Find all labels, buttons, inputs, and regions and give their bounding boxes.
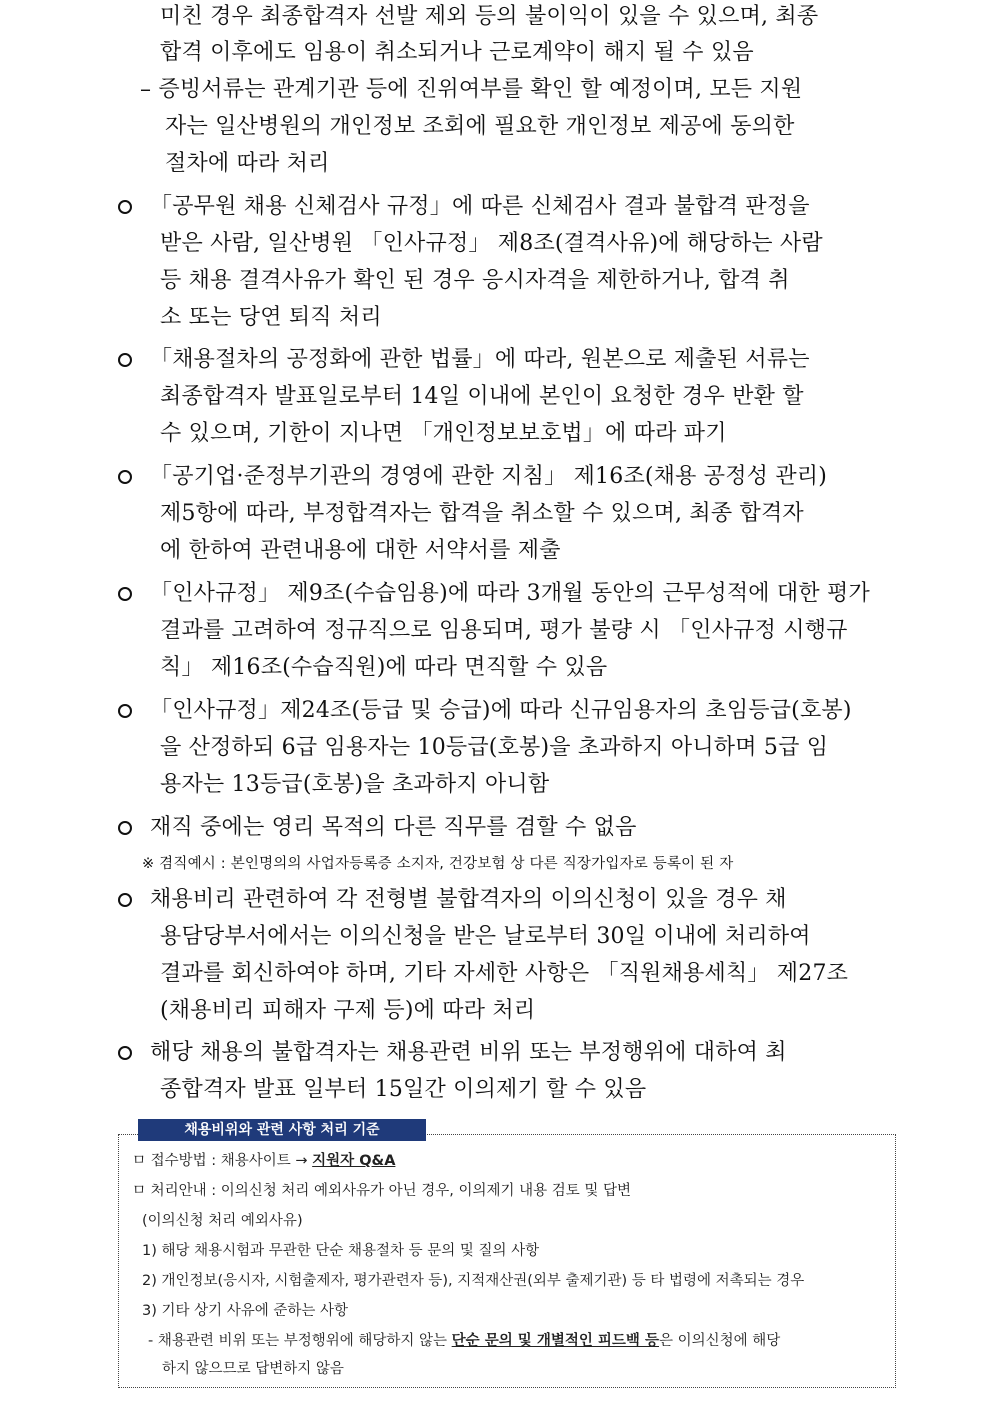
circle-bullet-icon xyxy=(118,1046,132,1060)
no-reply-notice xyxy=(148,1331,780,1351)
item-3-line-2: 제5항에 따라, 부정합격자는 합격을 취소할 수 있으며, 최종 합격자 xyxy=(160,501,804,526)
item-8-line-2: 종합격자 발표 일부터 15일간 이의제기 할 수 있음 xyxy=(160,1077,647,1102)
side-job-example-note: ※ 겸직예시 : 본인명의의 사업자등록증 소지자, 건강보험 상 다른 직장가입자로 등록이 된 자 xyxy=(142,856,734,872)
circle-bullet-icon xyxy=(118,200,132,214)
no-reply-suffix: 은 이의신청에 해당 xyxy=(658,1333,781,1349)
item-5-line-1: 「인사규정」제24조(등급 및 승급)에 따라 신규임용자의 초임등급(호봉) xyxy=(150,698,852,723)
applicant-qa-link[interactable]: 지원자 Q&A xyxy=(312,1153,396,1169)
item-1-line-2: 받은 사람, 일산병원 「인사규정」 제8조(결격사유)에 해당하는 사람 xyxy=(160,231,823,256)
intro-line-1: 미친 경우 최종합격자 선발 제외 등의 불이익이 있을 수 있으며, 최종 xyxy=(160,4,819,29)
item-3-line-3: 에 한하여 관련내용에 대한 서약서를 제출 xyxy=(160,538,561,563)
item-7-line-3: 결과를 회신하여야 하며, 기타 자세한 사항은 「직원채용세칙」 제27조 xyxy=(160,961,849,986)
item-7-line-4: (채용비리 피해자 구제 등)에 따라 처리 xyxy=(160,998,536,1023)
exceptions-title: (이의신청 처리 예외사유) xyxy=(142,1213,303,1229)
circle-bullet-icon xyxy=(118,353,132,367)
item-5-line-3: 용자는 13등급(호봉)을 초과하지 아니함 xyxy=(160,772,550,797)
exception-item-2: 2) 개인정보(응시자, 시험출제자, 평가관련자 등), 지적재산권(외부 출제기관) 등 타 법령에 저촉되는 경우 xyxy=(142,1273,805,1289)
item-6-line-1: 재직 중에는 영리 목적의 다른 직무를 겸할 수 없음 xyxy=(150,815,637,840)
item-4-line-3: 칙」 제16조(수습직원)에 따라 면직할 수 있음 xyxy=(160,655,608,680)
item-1-line-4: 소 또는 당연 퇴직 처리 xyxy=(160,305,382,330)
item-7-line-2: 용담당부서에서는 이의신청을 받은 날로부터 30일 이내에 처리하여 xyxy=(160,924,811,949)
info-box-title: 채용비위와 관련 사항 처리 기준 xyxy=(138,1119,426,1141)
no-reply-emphasis: 단순 문의 및 개별적인 피드백 등 xyxy=(451,1333,659,1349)
intro-line-4: 자는 일산병원의 개인정보 조회에 필요한 개인정보 제공에 동의한 xyxy=(165,114,795,139)
circle-bullet-icon xyxy=(118,470,132,484)
item-2-line-3: 수 있으며, 기한이 지나면 「개인정보보호법」에 따라 파기 xyxy=(160,421,727,446)
intro-line-2: 합격 이후에도 임용이 취소되거나 근로계약이 해지 될 수 있음 xyxy=(160,40,754,65)
circle-bullet-icon xyxy=(118,704,132,718)
item-2-line-1: 「채용절차의 공정화에 관한 법률」에 따라, 원본으로 제출된 서류는 xyxy=(150,347,810,372)
processing-guide: ㅁ 처리안내 : 이의신청 처리 예외사유가 아닌 경우, 이의제기 내용 검토 및 답변 xyxy=(132,1183,632,1199)
reception-method xyxy=(132,1151,395,1171)
item-4-line-2: 결과를 고려하여 정규직으로 임용되며, 평가 불량 시 「인사규정 시행규 xyxy=(160,618,848,643)
no-reply-prefix: - 채용관련 비위 또는 부정행위에 해당하지 않는 xyxy=(148,1333,452,1349)
item-7-line-1: 채용비리 관련하여 각 전형별 불합격자의 이의신청이 있을 경우 채 xyxy=(150,887,787,912)
circle-bullet-icon xyxy=(118,821,132,835)
item-8-line-1: 해당 채용의 불합격자는 채용관련 비위 또는 부정행위에 대하여 최 xyxy=(150,1040,787,1065)
item-5-line-2: 을 산정하되 6급 임용자는 10등급(호봉)을 초과하지 아니하며 5급 임 xyxy=(160,735,829,760)
intro-line-5: 절차에 따라 처리 xyxy=(165,151,330,176)
circle-bullet-icon xyxy=(118,587,132,601)
intro-line-3: – 증빙서류는 관계기관 등에 진위여부를 확인 할 예정이며, 모든 지원 xyxy=(140,77,803,102)
exception-item-1: 1) 해당 채용시험과 무관한 단순 채용절차 등 문의 및 질의 사항 xyxy=(142,1243,540,1259)
reception-method-label: ㅁ 접수방법 : 채용사이트 → xyxy=(132,1153,313,1169)
item-2-line-2: 최종합격자 발표일로부터 14일 이내에 본인이 요청한 경우 반환 할 xyxy=(160,384,804,409)
no-reply-notice-line-2: 하지 않으므로 답변하지 않음 xyxy=(162,1361,344,1377)
item-1-line-3: 등 채용 결격사유가 확인 된 경우 응시자격을 제한하거나, 합격 취 xyxy=(160,268,790,293)
item-1-line-1: 「공무원 채용 신체검사 규정」에 따른 신체검사 결과 불합격 판정을 xyxy=(150,194,810,219)
item-4-line-1: 「인사규정」 제9조(수습임용)에 따라 3개월 동안의 근무성적에 대한 평가 xyxy=(150,581,870,606)
circle-bullet-icon xyxy=(118,893,132,907)
exception-item-3: 3) 기타 상기 사유에 준하는 사항 xyxy=(142,1303,349,1319)
item-3-line-1: 「공기업·준정부기관의 경영에 관한 지침」 제16조(채용 공정성 관리) xyxy=(150,464,828,489)
